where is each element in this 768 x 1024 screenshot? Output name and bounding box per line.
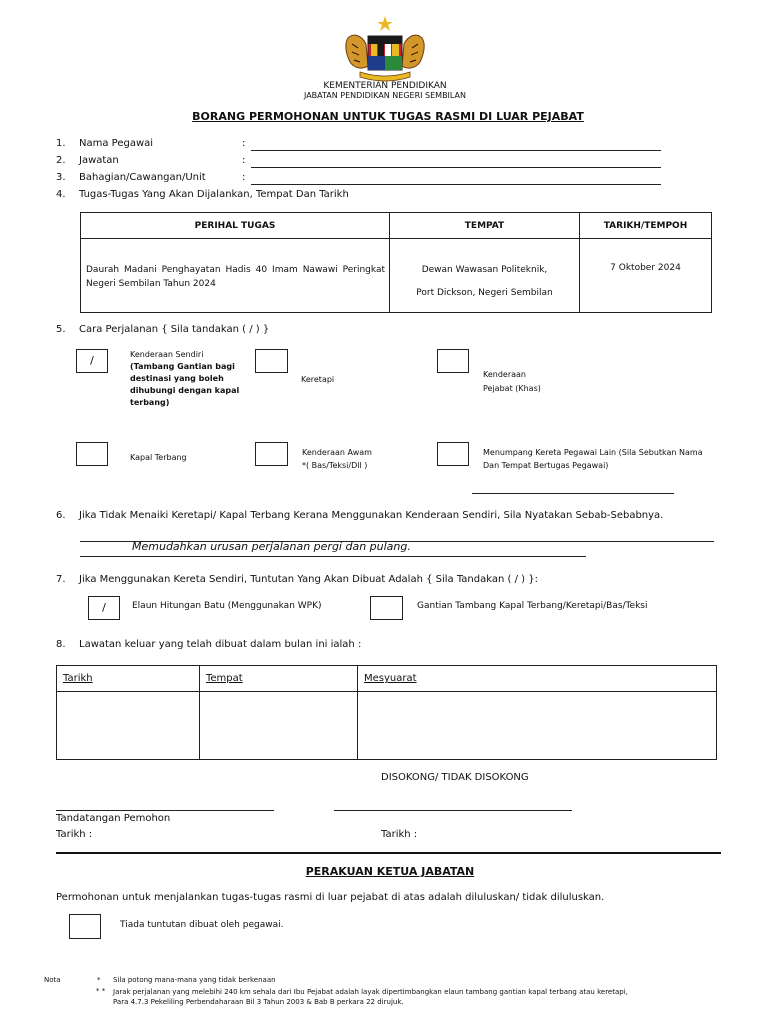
header-perihal: PERIHAL TUGAS	[81, 213, 390, 239]
approver-signature-line[interactable]	[334, 810, 572, 811]
tempat-line-1: Dewan Wawasan Politeknik,	[421, 265, 548, 275]
tarikh-right: Tarikh :	[381, 829, 418, 840]
applicant-signature-line[interactable]	[56, 810, 274, 811]
note-1-marker: *	[97, 976, 101, 984]
checkbox-gantian-tambang[interactable]	[370, 596, 403, 620]
field-line	[251, 167, 661, 168]
menumpang-line[interactable]	[472, 493, 674, 494]
tempat-line-2: Port Dickson, Negeri Sembilan	[416, 288, 553, 298]
visits-table	[56, 665, 717, 760]
item-number: 5.	[56, 324, 66, 335]
checkbox-kenderaan-sendiri[interactable]: /	[76, 349, 108, 373]
section-divider	[56, 852, 721, 854]
option-kenderaan-pejabat	[483, 368, 541, 396]
header-tempat: Tempat	[200, 666, 358, 692]
option-kapal-terbang: Kapal Terbang	[130, 453, 187, 462]
form-title: BORANG PERMOHONAN UNTUK TUGAS RASMI DI LUAR PEJABAT	[192, 110, 584, 123]
field-line	[251, 150, 661, 151]
perakuan-statement: Permohonan untuk menjalankan tugas-tugas rasmi di luar pejabat di atas adalah diluluskan/ tidak diluluskan.	[56, 892, 605, 903]
item-number: 8.	[56, 639, 66, 650]
perakuan-title: PERAKUAN KETUA JABATAN	[305, 865, 475, 878]
field-label: Jawatan	[79, 155, 119, 166]
field-label: Bahagian/Cawangan/Unit	[79, 172, 206, 183]
option-gantian-tambang: Gantian Tambang Kapal Terbang/Keretapi/Bas/Teksi	[417, 601, 648, 611]
field-line	[251, 184, 661, 185]
item-6	[56, 510, 756, 521]
disokong-text: DISOKONG/ TIDAK DISOKONG	[381, 772, 529, 783]
cell-tarikh[interactable]	[57, 692, 200, 760]
header-tarikh: Tarikh	[57, 666, 200, 692]
field-colon: :	[242, 172, 246, 183]
item-number: 7.	[56, 574, 66, 585]
option-kenderaan-sendiri	[130, 349, 245, 409]
option-line-1: Kenderaan Awam	[302, 448, 372, 457]
ministry-name: KEMENTERIAN PENDIDIKAN	[323, 81, 447, 91]
item-4	[56, 189, 676, 200]
notes-label: Nota	[44, 976, 61, 984]
option-keretapi: Keretapi	[301, 375, 335, 384]
checkbox-kapal-terbang[interactable]	[76, 442, 108, 466]
cell-mesyuarat[interactable]	[358, 692, 717, 760]
cell-perihal: Daurah Madani Penghayatan Hadis 40 Imam Nawawi Peringkat Negeri Sembilan Tahun 2024	[81, 239, 390, 313]
header-tempat: TEMPAT	[390, 213, 580, 239]
note-1: Sila potong mana-mana yang tidak berkenaan	[113, 976, 276, 984]
option-line-2: Pejabat (Khas)	[483, 384, 541, 393]
header-mesyuarat: Mesyuarat	[358, 666, 717, 692]
note-2	[113, 987, 628, 1007]
note-2-line-2: Para 4.7.3 Pekeliling Perbendaharaan Bil 3 Tahun 2003 & Bab B perkara 22 dirujuk.	[113, 998, 404, 1006]
checkbox-keretapi[interactable]	[255, 349, 288, 373]
item-number: 4.	[56, 189, 66, 200]
field-jawatan[interactable]	[56, 155, 676, 169]
option-title: Kenderaan Sendiri	[130, 350, 204, 359]
checkbox-kenderaan-pejabat[interactable]	[437, 349, 469, 373]
note-2-line-1: Jarak perjalanan yang melebihi 240 km sehala dari Ibu Pejabat adalah layak dipertimbangkan elaun tambang gantian kapal terbang atau keretapi,	[113, 988, 628, 996]
cell-tempat[interactable]	[200, 692, 358, 760]
reason-answer[interactable]: Memudahkan urusan perjalanan pergi dan pulang.	[132, 540, 411, 553]
cell-tarikh: 7 Oktober 2024	[580, 239, 712, 313]
option-line-1: Kenderaan	[483, 370, 527, 379]
option-kenderaan-awam	[302, 446, 372, 472]
option-elaun-hitungan-batu: Elaun Hitungan Batu (Menggunakan WPK)	[132, 601, 322, 611]
header-tarikh: TARIKH/TEMPOH	[580, 213, 712, 239]
item-label: Cara Perjalanan { Sila tandakan ( / ) }	[79, 324, 270, 335]
tarikh-left: Tarikh :	[56, 829, 93, 840]
reason-line-2[interactable]	[80, 556, 586, 557]
option-line-2: *( Bas/Teksi/Dll )	[302, 461, 368, 470]
item-7	[56, 574, 756, 585]
field-nama-pegawai[interactable]	[56, 138, 676, 152]
field-colon: :	[242, 138, 246, 149]
department-name: JABATAN PENDIDIKAN NEGERI SEMBILAN	[303, 91, 467, 100]
checkbox-tiada-tuntutan[interactable]	[69, 914, 101, 939]
item-label: Lawatan keluar yang telah dibuat dalam bulan ini ialah :	[79, 639, 362, 650]
note-2-marker: * *	[96, 987, 106, 995]
checkbox-kenderaan-awam[interactable]	[255, 442, 288, 466]
field-label: Nama Pegawai	[79, 138, 154, 149]
item-label: Jika Menggunakan Kereta Sendiri, Tuntutan Yang Akan Dibuat Adalah { Sila Tandakan ( / ) }:	[79, 574, 538, 585]
option-menumpang: Menumpang Kereta Pegawai Lain (Sila Sebutkan Nama Dan Tempat Bertugas Pegawai)	[483, 448, 703, 470]
option-note-text: Tambang Gantian bagi destinasi yang boleh dihubungi dengan kapal terbang	[130, 362, 240, 407]
item-8	[56, 639, 556, 650]
cell-tempat	[390, 239, 580, 313]
item-5	[56, 324, 456, 335]
item-label: Jika Tidak Menaiki Keretapi/ Kapal Terbang Kerana Menggunakan Kenderaan Sendiri, Sila Nyatakan Sebab-Sebabnya.	[79, 510, 664, 521]
checkbox-menumpang[interactable]	[437, 442, 469, 466]
checkbox-elaun-hitungan-batu[interactable]: /	[88, 596, 120, 620]
option-note: (Tambang Gantian bagi destinasi yang boleh dihubungi dengan kapal terbang)	[130, 362, 240, 407]
item-label: Tugas-Tugas Yang Akan Dijalankan, Tempat Dan Tarikh	[79, 189, 349, 200]
applicant-signature-label: Tandatangan Pemohon	[56, 813, 171, 824]
task-table	[80, 212, 712, 313]
field-bahagian[interactable]	[56, 172, 676, 186]
field-number: 1.	[56, 138, 66, 149]
field-colon: :	[242, 155, 246, 166]
tiada-tuntutan-label: Tiada tuntutan dibuat oleh pegawai.	[120, 920, 284, 930]
crest-logo	[340, 14, 430, 84]
field-number: 2.	[56, 155, 66, 166]
item-number: 6.	[56, 510, 66, 521]
field-number: 3.	[56, 172, 66, 183]
